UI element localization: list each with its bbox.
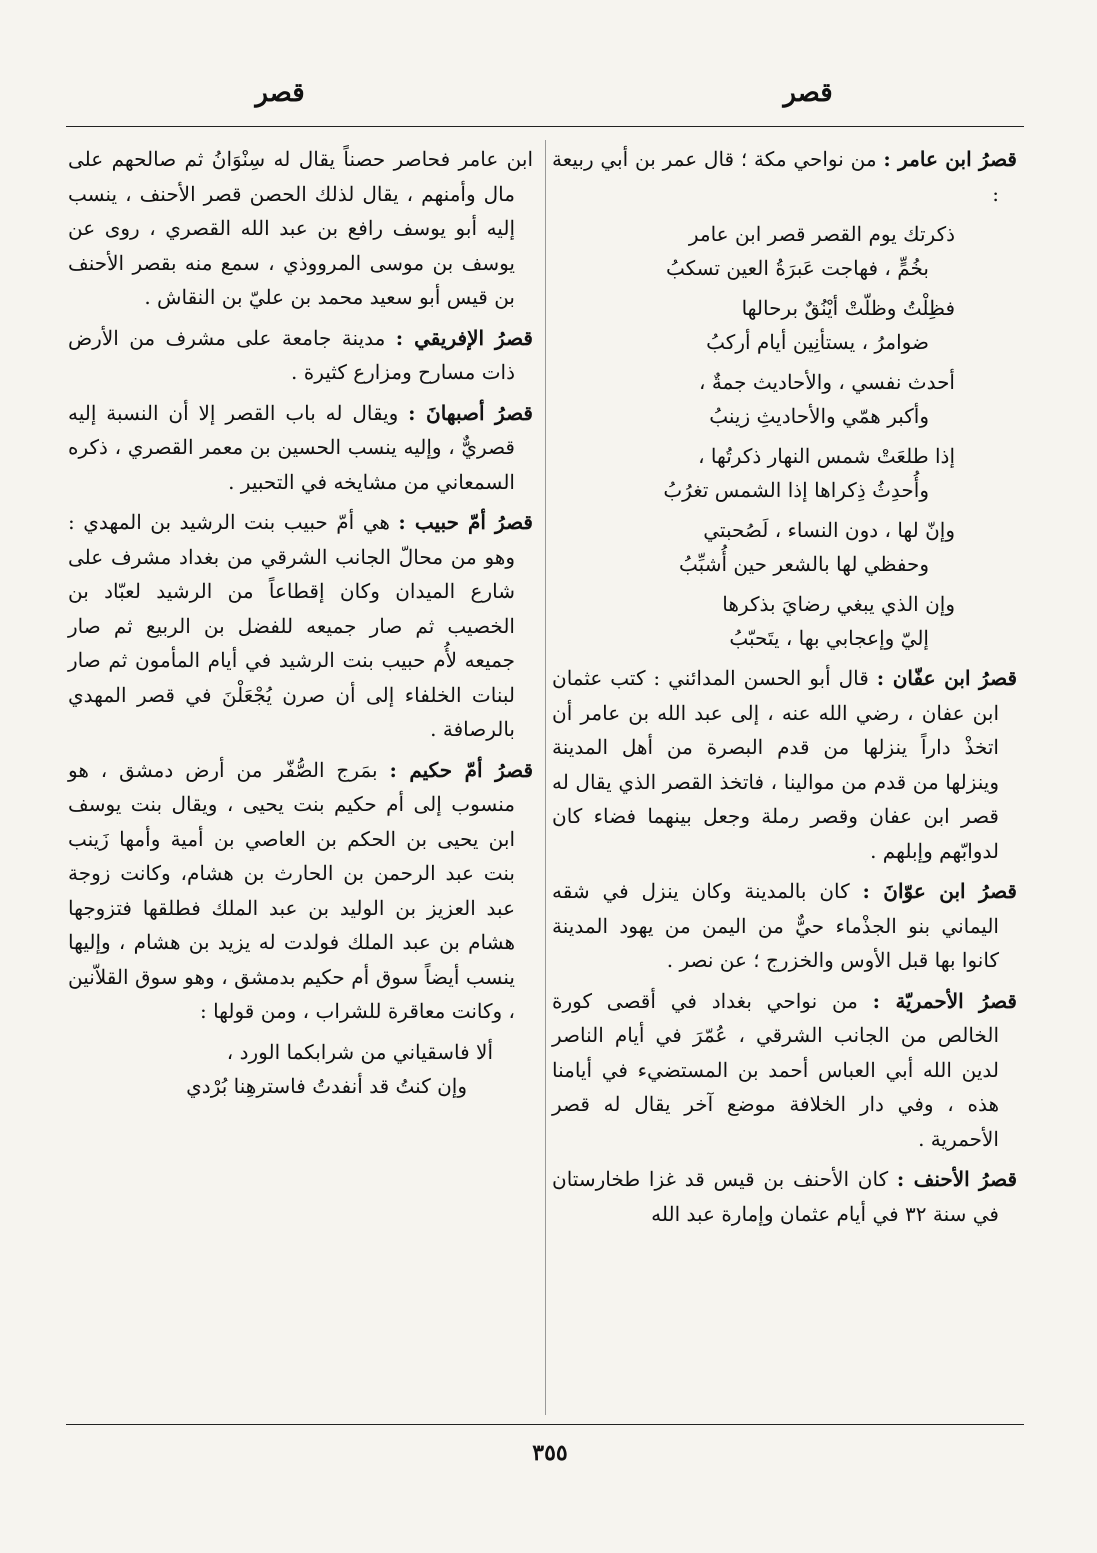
entry-headword: قصرُ ابن عوّانَ : [862,879,1017,903]
entry-qasr-umm-hakim [68,753,533,1029]
entry-qasr-al-ahmariyya [552,984,1017,1157]
entry-qasr-isfahan [68,396,533,500]
verse-line: ضوامرُ ، يستأنِين أيام أركبُ [706,330,929,354]
verse-couplet [552,513,955,581]
verse-line: ذكرتك يوم القصر قصر ابن عامر [688,222,955,246]
entry-headword: قصرُ ابن عفّان : [876,666,1018,690]
verse-couplet [552,439,955,507]
running-header-right: قصر [783,78,833,108]
poem [552,217,1017,655]
footer-rule [66,1424,1024,1425]
entry-text: كان الأحنف بن قيس قد غزا طخارستان في سنة ٣٢ في أيام عثمان وإمارة عبد الله [552,1167,999,1226]
running-header-left: قصر [255,78,305,108]
header-rule [66,126,1024,127]
entry-qasr-al-ifriqi [68,321,533,390]
entry-headword: قصرُ أمّ حكيم : [389,757,534,782]
poem [68,1035,533,1103]
entry-text: من نواحي مكة ؛ قال عمر بن أبي ربيعة : [552,147,999,206]
verse-line: وحفظي لها بالشعر حين أُشبِّبُ [679,552,929,576]
column-divider [545,140,546,1415]
entry-text: هي أمّ حبيب بنت الرشيد بن المهدي : وهو من محالّ الجانب الشرقي من بغداد مشرف على شارع الميدان وكان إقطاعاً من الرشيد لعبّاد بن الخصيب ثم صار جميعه للفضل بن الربيع ثم صار جميعه لأُم حبيب بنت الرشيد في أيام المأمون ثم صار لبنات الخلفاء إلى أن صرن يُجْعَلْنَ في قصر المهدي بالرصافة . [68,510,515,741]
verse-line: إليّ وإعجابي بها ، يتَحبّبُ [729,626,929,650]
entry-qasr-umm-habib [68,505,533,747]
verse-couplet [552,365,955,433]
entry-headword: قصرُ أصبهانَ : [408,400,533,425]
entry-headword: قصرُ الأحنف : [896,1167,1017,1191]
verse-line: وإنّ لها ، دون النساء ، لَصُحبتي [703,518,955,542]
entry-headword: قصرُ ابن عامر : [883,147,1017,171]
entry-qasr-ibn-affan [552,661,1017,868]
verse-line: وإن الذي يبغي رضايَ بذكرها [722,592,955,616]
entry-qasr-al-ahnaf [552,1162,1017,1231]
verse-couplet [552,587,955,655]
entry-text: ويقال له باب القصر إلا أن النسبة إليه قصريٌّ ، وإليه ينسب الحسين بن معمر القصري ، ذكره السمعاني من مشايخه في التحبير . [68,400,515,494]
entry-headword: قصرُ الأحمريّة : [872,988,1017,1013]
entry-text: كان بالمدينة وكان ينزل في شقه اليماني بنو الجذْماء حيٌّ من اليمن من يهود المدينة كانوا بها قبل الأوس والخزرج ؛ عن نصر . [552,879,999,972]
verse-line: بخُمٍّ ، فهاجت عَبرَةُ العين تسكبُ [665,256,929,280]
entry-text: قال أبو الحسن المدائني : كتب عثمان ابن عفان ، رضي الله عنه ، إلى عبد الله بن عامر أن اتخذْ داراً ينزلها من قدم البصرة من أهل المدينة وينزلها من قدم من موالينا ، فاتخذ القصر الذي يقال له قصر ابن عفان وقصر رملة وجعل بينهما فضاء كان لدوابّهم وإبلهم . [552,666,999,863]
verse-couplet [552,217,955,285]
verse-line: وأُحدِثُ ذِكراها إذا الشمس تغرُبُ [663,478,929,502]
right-column [552,142,1017,1237]
verse-line: فظِلْتُ وظلّتْ أيْنُقٌ برحالها [741,296,955,320]
entry-continuation: ابن عامر فحاصر حصناً يقال له سِنْوَانُ ثم صالحهم على مال وأمنهم ، يقال لذلك الحصن قصر الأحنف ، ينسب إليه أبو يوسف رافع بن عبد الله القصري ، روى عن يوسف بن موسى المرووذي ، سمع منه بقصر الأحنف بن قيس أبو سعيد محمد بن عليّ بن النقاش . [68,147,533,309]
verse-line: إذا طلعَتْ شمس النهار ذكرتُها ، [698,444,955,468]
entry-qasr-ibn-awwan [552,874,1017,978]
page-number: ٣٥٥ [532,1440,568,1466]
verse-line: وإن كنتُ قد أنفدتُ فاسترهِنا بُرْدي [186,1073,467,1098]
left-column [68,142,533,1105]
verse-line: وأكبر همّي والأحاديثِ زينبُ [709,404,929,428]
entry-text: من نواحي بغداد في أقصى كورة الخالص من الجانب الشرقي ، عُمّرَ في أيام الناصر لدين الله أبي العباس أحمد بن المستضيء في أيامنا هذه ، وفي دار الخلافة موضع آخر يقال له قصر الأحمرية . [552,988,999,1151]
entry-headword: قصرُ الإفريقي : [395,325,533,350]
entry-qasr-ibn-amir [552,142,1017,211]
entry-text: بمَرج الصُّفّر من أرض دمشق ، هو منسوب إلى أم حكيم بنت يحيى ، ويقال بنت يوسف ابن يحيى بن الحكم بن العاصي بن أمية وأمها زَينب بنت عبد الرحمن بن الحارث بن هشام، وكانت زوجة عبد العزيز بن الوليد بن عبد الملك فطلقها فتزوجها هشام بن عبد الملك فولدت له يزيد بن هشام ، وإليها ينسب أيضاً سوق أم حكيم بدمشق ، وهو سوق القلاّنين ، وكانت معاقرة للشراب ، ومن قولها : [68,757,515,1023]
verse-line: ألا فاسقياني من شرابكما الورد ، [226,1039,493,1064]
verse-couplet [552,291,955,359]
verse-line: أحدث نفسي ، والأحاديث جمةٌ ، [699,370,955,394]
entry-headword: قصرُ أمّ حبيب : [398,510,533,534]
entry-text: مدينة جامعة على مشرف من الأرض ذات مسارح ومزارع كثيرة . [68,325,515,384]
